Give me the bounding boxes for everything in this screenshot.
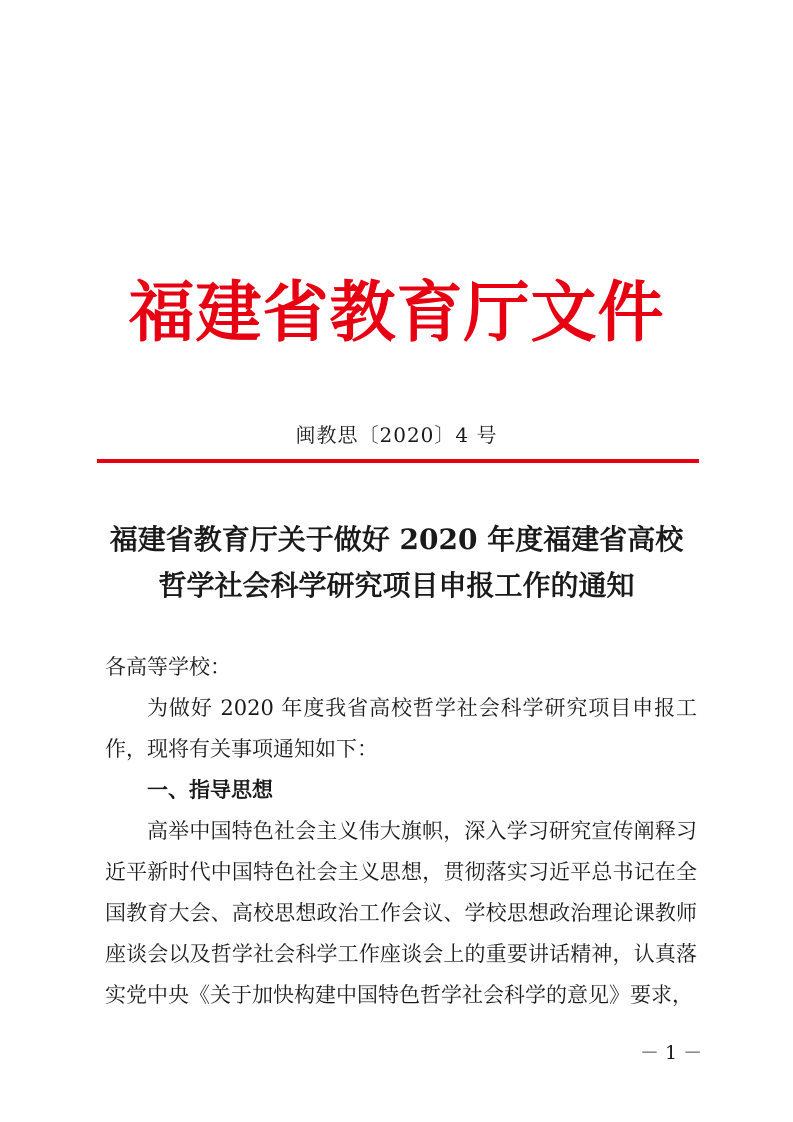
- salutation: 各高等学校：: [105, 655, 231, 679]
- notice-body: [105, 647, 697, 1016]
- section-1-paragraph: 高举中国特色社会主义伟大旗帜，深入学习研究宣传阐释习近平新时代中国特色社会主义思想，贯彻落实习近平总书记在全国教育大会、高校思想政治工作会议、学校思想政治理论课教师座谈会以及哲学社会科学工作座谈会上的重要讲话精神，认真落实党中央《关于加快构建中国特色哲学社会科学的意见》要求，: [105, 819, 697, 1007]
- issuer-header-title: 福建省教育厅文件: [128, 273, 665, 351]
- intro-paragraph: 为做好 2020 年度我省高校哲学社会科学研究项目申报工作，现将有关事项通知如下：: [105, 696, 697, 761]
- notice-title: [0, 517, 793, 609]
- section-1-heading: 一、指导思想: [147, 778, 273, 802]
- notice-title-line-1: 福建省教育厅关于做好 2020 年度福建省高校: [109, 523, 684, 556]
- document-number: 闽教思〔2020〕4 号: [295, 423, 498, 447]
- red-separator-line: [97, 459, 699, 463]
- page-number: － 1 －: [640, 1042, 703, 1064]
- notice-title-line-2: 哲学社会科学研究项目申报工作的通知: [158, 569, 635, 602]
